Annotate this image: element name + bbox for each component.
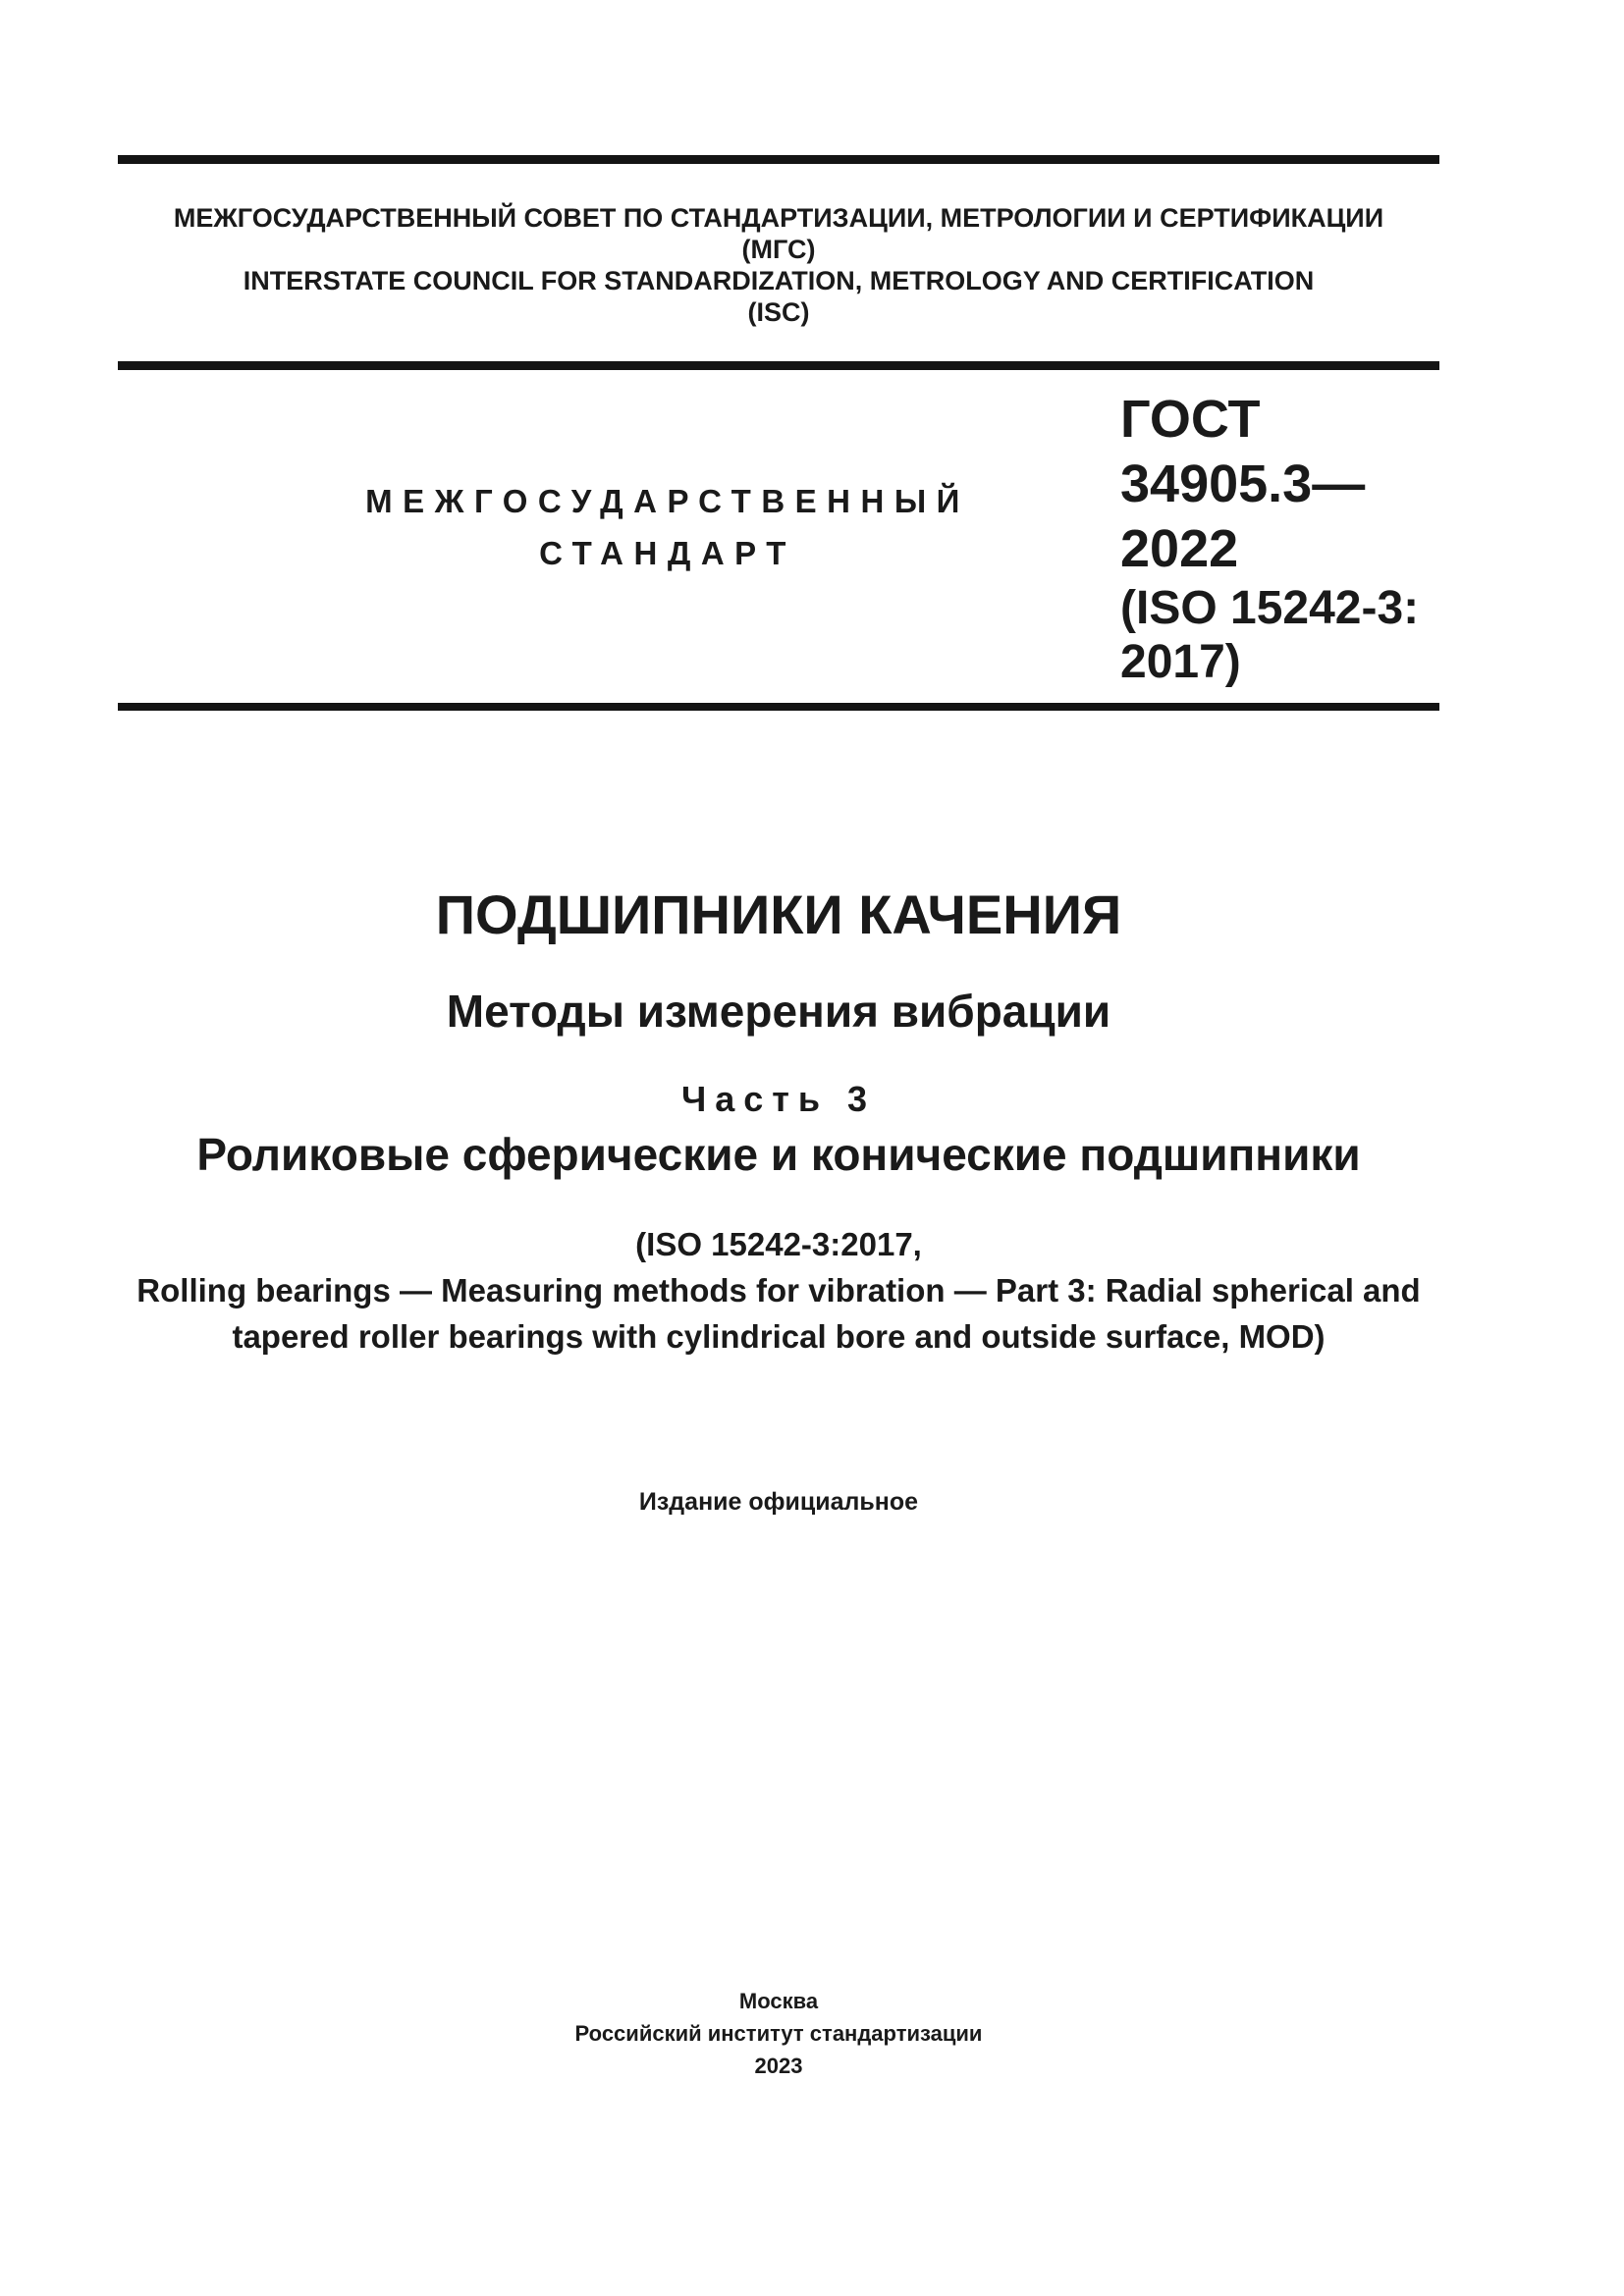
bottom-rule	[118, 703, 1439, 711]
imprint-publisher: Российский институт стандартизации	[574, 2021, 983, 2046]
imprint-city: Москва	[738, 1989, 819, 2013]
imprint-year: 2023	[754, 2054, 803, 2078]
designation-iso-line1: (ISO 15242-3:	[1120, 582, 1420, 634]
iso-reference-line2: Rolling bearings — Measuring methods for vibration — Part 3: Radial spherical and	[136, 1272, 1421, 1308]
middle-rule	[118, 361, 1439, 370]
standard-type	[295, 475, 1041, 579]
standard-type-line2: СТАНДАРТ	[539, 535, 796, 571]
council-en-abbr: (ISC)	[747, 297, 810, 327]
designation-year: 2022	[1120, 519, 1239, 578]
designation-number: 34905.3—	[1120, 454, 1366, 513]
part-title: Роликовые сферические и конические подшипники	[196, 1129, 1361, 1180]
standard-type-line1: МЕЖГОСУДАРСТВЕННЫЙ	[365, 483, 970, 519]
council-header	[118, 202, 1439, 328]
designation-iso-line2: 2017)	[1120, 636, 1241, 688]
edition-note: Издание официальное	[638, 1488, 919, 1516]
iso-reference-line1: (ISO 15242-3:2017,	[635, 1226, 922, 1262]
main-title: ПОДШИПНИКИ КАЧЕНИЯ	[435, 883, 1122, 945]
iso-reference-line3: tapered roller bearings with cylindrical bore and outside surface, MOD)	[232, 1318, 1326, 1355]
council-ru-name: МЕЖГОСУДАРСТВЕННЫЙ СОВЕТ ПО СТАНДАРТИЗАЦИИ, МЕТРОЛОГИИ И СЕРТИФИКАЦИИ	[173, 203, 1384, 233]
iso-reference	[118, 1221, 1439, 1360]
part-label: Часть 3	[680, 1079, 877, 1119]
council-ru-abbr: (МГС)	[741, 235, 816, 264]
council-en-name: INTERSTATE COUNCIL FOR STANDARDIZATION, METROLOGY AND CERTIFICATION	[243, 266, 1315, 295]
imprint	[118, 1985, 1439, 2082]
subtitle: Методы измерения вибрации	[446, 986, 1111, 1037]
designation-gost: ГОСТ	[1120, 390, 1261, 449]
standard-designation	[1120, 387, 1439, 689]
top-rule	[118, 155, 1439, 164]
